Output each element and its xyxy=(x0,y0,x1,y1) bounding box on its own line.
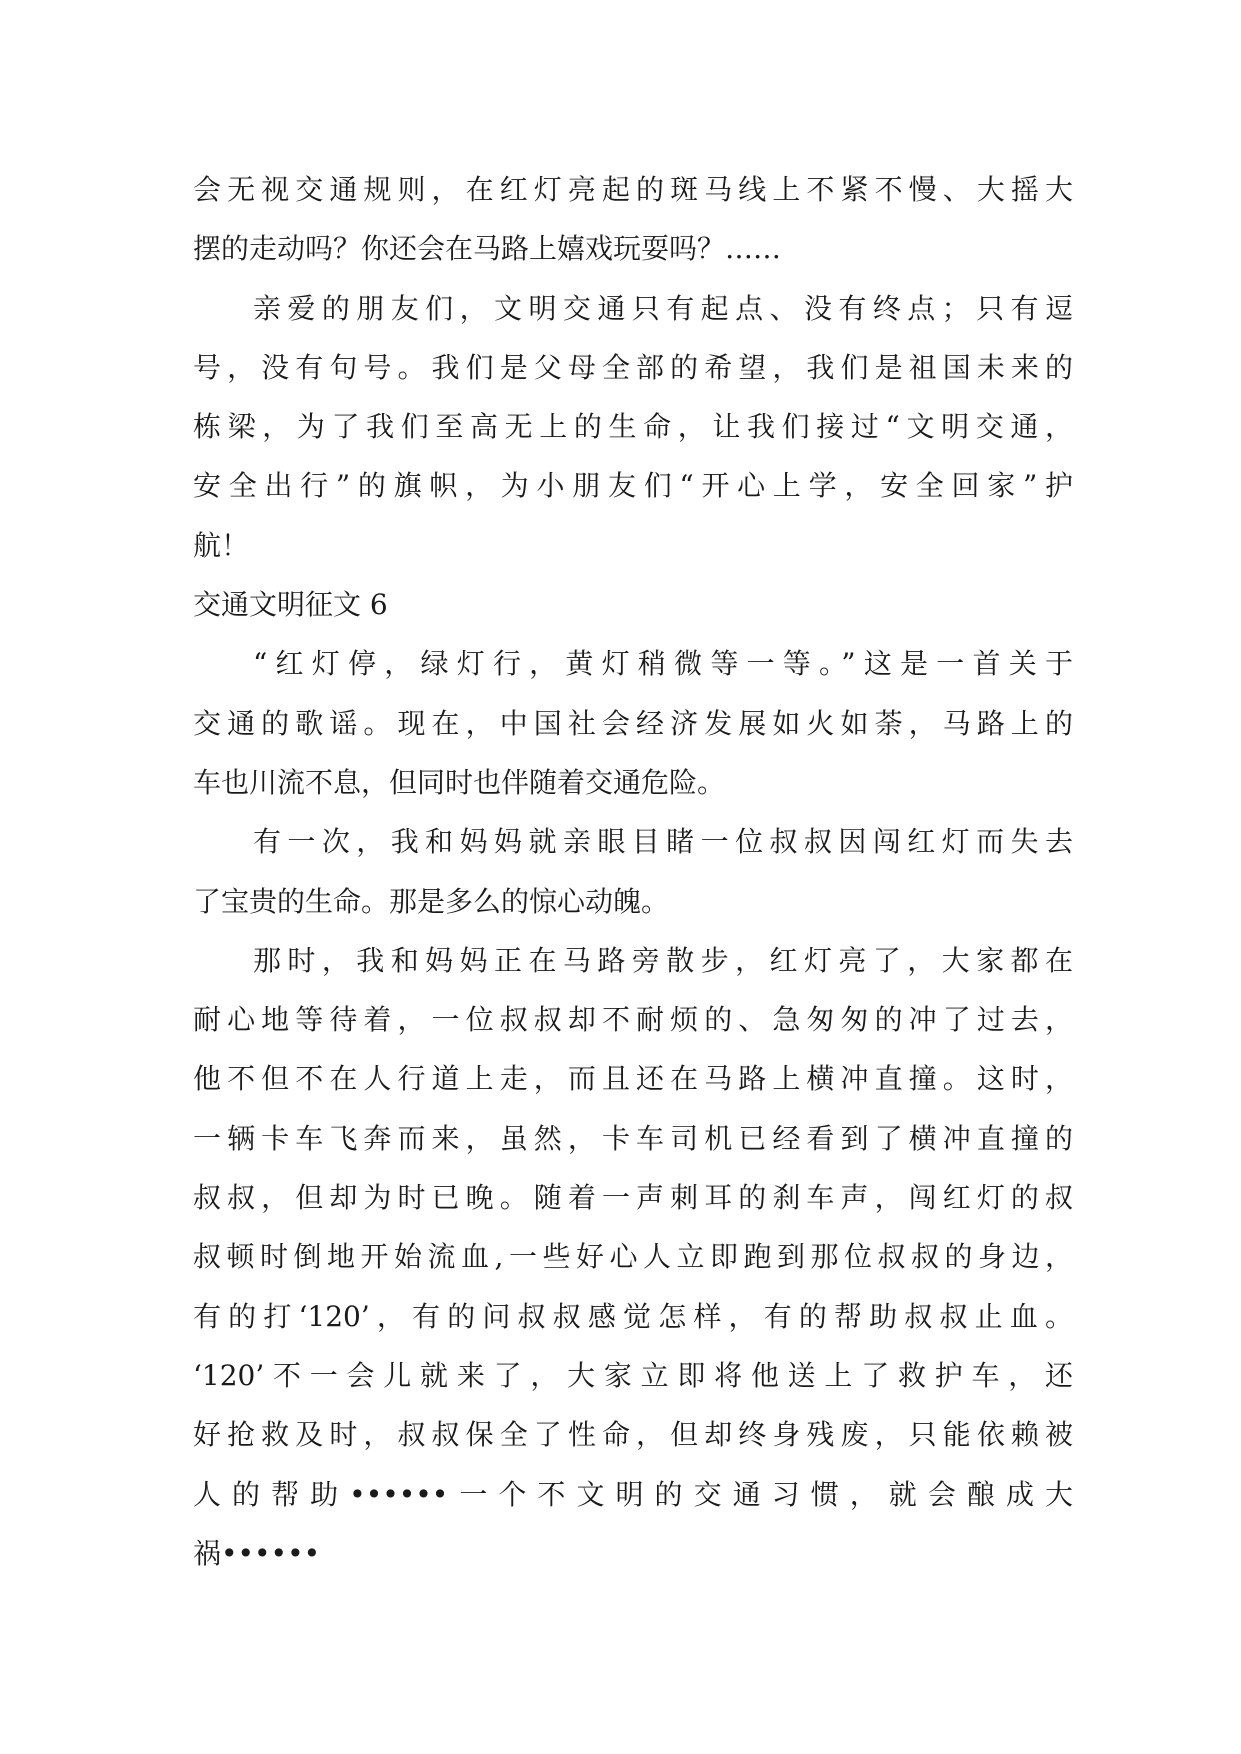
section-heading: 交通文明征文 6 xyxy=(193,588,388,622)
text-line: 叔叔，但却为时已晚。随着一声刺耳的刹车声，闯红灯的叔 xyxy=(193,1181,1073,1215)
text-line: 人的帮助••••••一个不文明的交通习惯，就会酿成大 xyxy=(193,1477,1073,1511)
text-line: 车也川流不息，但同时也伴随着交通危险。 xyxy=(193,765,726,799)
text-line: 叔顿时倒地开始流血,一些好心人立即跑到那位叔叔的身边， xyxy=(193,1240,1073,1274)
text-line: 他不但不在人行道上走，而且还在马路上横冲直撞。这时， xyxy=(193,1062,1073,1096)
text-line: 祸•••••• xyxy=(193,1536,321,1570)
text-line: 了宝贵的生命。那是多么的惊心动魄。 xyxy=(193,884,670,918)
paragraph-start-line: 有一次，我和妈妈就亲眼目睹一位叔叔因闯红灯而失去 xyxy=(253,825,1073,859)
text-line: 航！ xyxy=(193,528,250,562)
paragraph-start-line: 亲爱的朋友们，文明交通只有起点、没有终点；只有逗 xyxy=(253,291,1073,325)
text-line: 摆的走动吗？你还会在马路上嬉戏玩耍吗？…… xyxy=(193,232,782,266)
text-line: 一辆卡车飞奔而来，虽然，卡车司机已经看到了横冲直撞的 xyxy=(193,1121,1073,1155)
text-line: 号，没有句号。我们是父母全部的希望，我们是祖国未来的 xyxy=(193,350,1073,384)
paragraph-start-line: 那时，我和妈妈正在马路旁散步，红灯亮了，大家都在 xyxy=(253,943,1073,977)
paragraph-start-line: “红灯停，绿灯行，黄灯稍微等一等。”这是一首关于 xyxy=(253,647,1073,681)
text-line: 栋梁，为了我们至高无上的生命，让我们接过“文明交通， xyxy=(193,410,1073,444)
text-line: ‘120’不一会儿就来了，大家立即将他送上了救护车，还 xyxy=(193,1358,1073,1392)
text-line: 交通的歌谣。现在，中国社会经济发展如火如荼，马路上的 xyxy=(193,706,1073,740)
text-line: 耐心地等待着，一位叔叔却不耐烦的、急匆匆的冲了过去， xyxy=(193,1003,1073,1037)
text-line: 会无视交通规则，在红灯亮起的斑马线上不紧不慢、大摇大 xyxy=(193,173,1073,206)
text-line: 安全出行”的旗帜，为小朋友们“开心上学，安全回家”护 xyxy=(193,469,1073,503)
essay-body xyxy=(193,160,1073,1583)
text-line: 好抢救及时，叔叔保全了性命，但却终身残废，只能依赖被 xyxy=(193,1418,1073,1452)
text-line: 有的打‘120’，有的问叔叔感觉怎样，有的帮助叔叔止血。 xyxy=(193,1299,1073,1333)
